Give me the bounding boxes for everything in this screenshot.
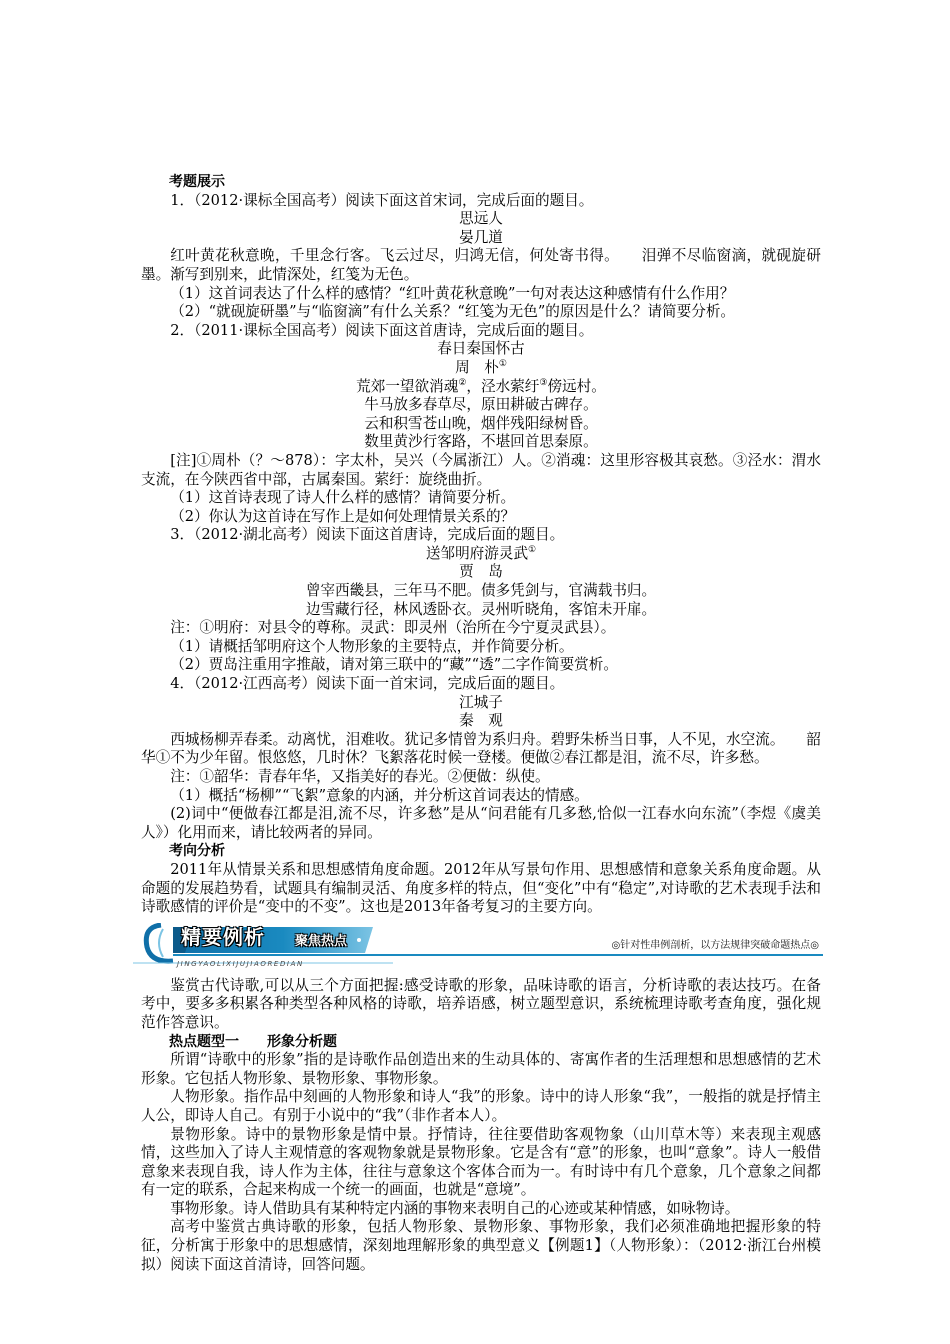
q3-title [141,545,821,564]
q2-line1a: 荒郊一望欲消魂 [356,377,459,395]
q2-sub2: （2）你认为这首诗在写作上是如何处理情景关系的？ [170,507,516,525]
exam-image-analysis: 高考中鉴赏古典诗歌的形象，包括人物形象、景物形象、事物形象，我们必须准确地把握形象的特征，分析寓于形象中的思想感情，深刻地理解形象的典型意义【例题1】（人物形象）：（2012·浙江台州模拟）阅读下面这首清诗，回答问题。 [141,1218,821,1273]
q1-body: 红叶黄花秋意晚，千里念行客。飞云过尽，归鸿无信，何处寄书得。 泪弹不尽临窗滴，就砚旋研墨。渐写到别来，此情深处，红笺为无色。 [141,247,821,283]
q4-sub1: （1）概括“杨柳”“飞絮”意象的内涵，并分析这首词表达的情感。 [170,786,589,804]
q3-title-note: ① [528,545,537,556]
q2-line4: 数里黄沙行客路，不堪回首思秦原。 [364,433,598,451]
scenery-image: 景物形象。诗中的景物形象是情中景。抒情诗，往往要借助客观物象（山川草木等）来表现主观感情，这些加入了诗人主观情意的客观物象就是景物形象。它是含有“意”的形象，也叫“意象”。诗人一般借意象来表现自我，诗人作为主体，往往与意象这个客体合而为一。有时诗中有几个意象，几个意象之间都有一定的联系，合起来构成一个统一的画面，也就是“意境”。 [141,1125,821,1199]
q4-intro: 4．（2012·江西高考）阅读下面一首宋词，完成后面的题目。 [170,675,565,693]
section-heading-trend-analysis: 考向分析 [169,843,225,860]
section-banner [133,923,823,969]
q4-note: 注：①韶华：青春年华，又指美好的春光。②便做：纵使。 [170,768,550,785]
q2-line2: 牛马放多春草尽，原田耕破古碑存。 [364,396,598,414]
banner-pinyin: JINGYAOLIXIJUJIAOREDIAN [177,959,304,968]
q1-sub2: （2）“就砚旋研墨”与“临窗滴”有什么关系？“红笺为无色”的原因是什么？请简要分析。 [170,303,736,321]
q3-author: 贾 岛 [459,563,503,581]
banner-tagline: ◎针对性串例剖析，以方法规律突破命题热点◎ [611,939,819,951]
document-content [141,173,821,1274]
q2-intro: 2．（2011·课标全国高考）阅读下面这首唐诗，完成后面的题目。 [170,321,594,339]
q3-line1: 曾宰西畿县，三年马不肥。债多凭剑与，官满载书归。 [305,582,657,600]
q2-sub1: （1）这首诗表现了诗人什么样的感情？请简要分析。 [170,489,516,507]
q2-line1c: 傍远村。 [547,377,606,395]
q2-line1 [141,378,821,397]
q4-sub2: (2)词中“便做春江都是泪,流不尽，许多愁”是从“问君能有几多愁,恰似一江春水向东流”（李煜《虞美人》）化用而来，请比较两者的异同。 [141,805,821,841]
hot-topic-heading: 热点题型一 形象分析题 [169,1033,337,1050]
q1-sub1: （1）这首词表达了什么样的感情？“红叶黄花秋意晚”一句对表达这种感情有什么作用？ [170,284,735,302]
image-definition: 所谓“诗歌中的形象”指的是诗歌作品创造出来的生动具体的、寄寓作者的生活理想和思想感情的艺术形象。它包括人物形象、景物形象、事物形象。 [141,1051,821,1087]
q2-note: [注]①周朴（？～878）：字太朴，吴兴（今属浙江）人。②消魂：这里形容极其哀愁。③泾水：渭水支流，在今陕西省中部，古属秦国。萦纡：旋绕曲折。 [141,451,821,488]
q3-note: 注：①明府：对县令的尊称。灵武：即灵州（治所在今宁夏灵武县）。 [170,619,616,637]
q2-title: 春日秦国怀古 [437,340,525,358]
section-heading-exam-display: 考题展示 [169,174,225,190]
q1-title: 思远人 [459,210,503,228]
banner-subtitle: 聚焦热点 [295,933,348,949]
q4-body: 西城杨柳弄春柔。动离忧，泪难收。犹记多情曾为系归舟。碧野朱桥当日事，人不见，水空流。 韶华①不为少年留。恨悠悠，几时休？飞絮落花时候一登楼。便做②春江都是泪，流不尽，许多愁。 [141,730,821,767]
q2-line1b: ，泾水萦纡 [466,377,540,395]
q3-line2: 边雪藏行径，林风透卧衣。灵州听晓角，客馆未开扉。 [305,600,657,618]
character-image: 人物形象。指作品中刻画的人物形象和诗人“我”的形象。诗中的诗人形象“我”，一般指的就是抒情主人公，即诗人自己。有别于小说中的“我”（非作者本人）。 [141,1088,821,1124]
q2-author [141,359,821,378]
q2-author-name: 周 朴 [455,358,499,376]
q2-line1-note2: ③ [539,377,548,388]
q4-title: 江城子 [459,693,503,711]
banner-title: 精要例析 [181,924,265,949]
q2-line1-note1: ② [458,377,467,388]
q2-line3: 云和积雪苍山晚，烟伴残阳绿树昏。 [364,414,598,432]
trend-analysis-body: 2011年从情景关系和思想感情角度命题。2012年从写景句作用、思想感情和意象关系角度命题。从命题的发展趋势看，试题具有编制灵活、角度多样的特点，但“变化”中有“稳定”,对诗歌的艺术表现手法和诗歌感情的评价是“变中的不变”。这也是2013年备考复习的主要方向。 [141,860,821,916]
q3-sub1: （1）请概括邹明府这个人物形象的主要特点，并作简要分析。 [170,637,574,655]
object-image: 事物形象。诗人借助具有某种特定内涵的事物来表明自己的心迹或某种情感，如咏物诗。 [170,1199,740,1217]
q3-intro: 3．（2012·湖北高考）阅读下面这首唐诗，完成后面的题目。 [170,526,565,544]
q1-author: 晏几道 [459,228,503,246]
q3-title-text: 送邹明府游灵武 [425,544,529,562]
q4-author: 秦 观 [459,712,503,730]
q2-author-note: ① [498,359,507,370]
q3-sub2: （2）贾岛注重用字推敲，请对第三联中的“藏”“透”二字作简要赏析。 [170,656,618,674]
intro-paragraph: 鉴赏古代诗歌,可以从三个方面把握:感受诗歌的形象，品味诗歌的语言，分析诗歌的表达技巧。在备考中，要多多积累各种类型各种风格的诗歌，培养语感，树立题型意识，系统梳理诗歌考查角度，强化规范作答意识。 [141,976,821,1031]
q1-intro: 1．（2012·课标全国高考）阅读下面这首宋词，完成后面的题目。 [170,191,594,209]
